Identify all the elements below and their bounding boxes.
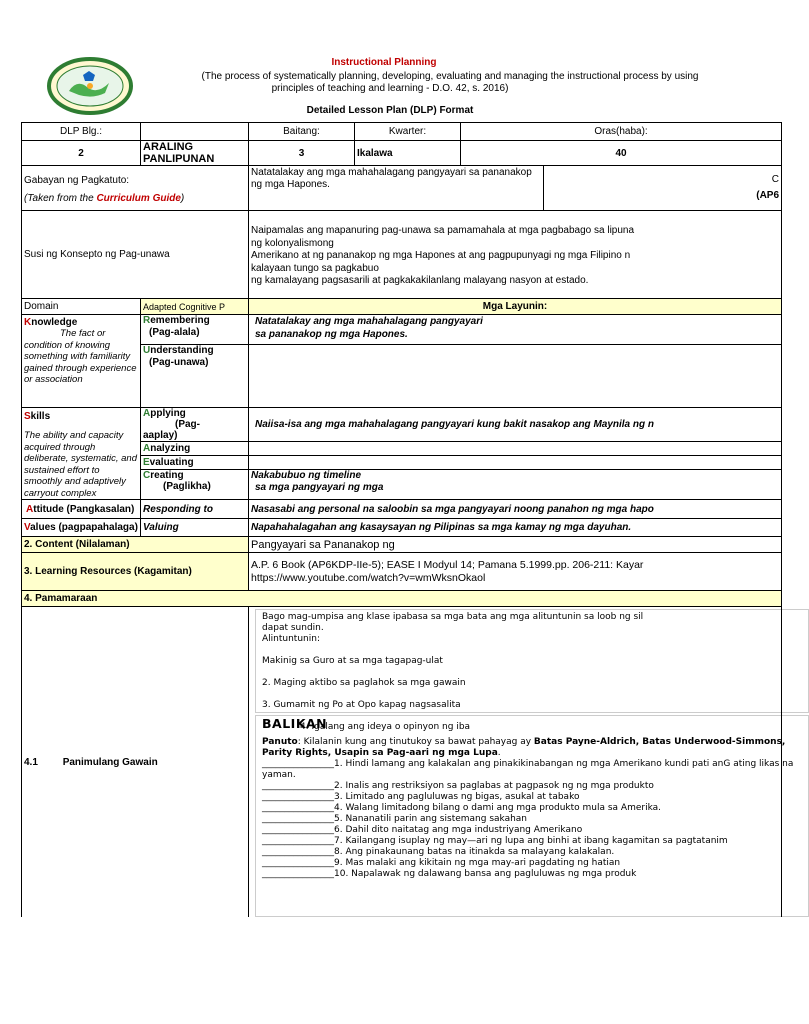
balikan-item: ________________5. Nananatili parin ang sistemang sakahan (262, 814, 528, 824)
oras-value: 40 (461, 141, 782, 166)
values-initial: V (24, 522, 31, 533)
panuto-end: . (497, 748, 501, 758)
resources-value (249, 553, 782, 591)
balikan-item: ________________4. Walang limitadong bilang o dami ang mga produkto mula sa Amerika. (262, 803, 662, 813)
mga-layunin-header: Mga Layunin: (249, 299, 782, 315)
gabay-code (544, 166, 782, 211)
gabay-label: Gabayan ng Pagkatuto: (22, 166, 249, 188)
gabay-code-value: (AP6 (756, 190, 780, 201)
creating-label: reating (150, 470, 184, 481)
header-title: Instructional Planning (331, 57, 437, 68)
intro-line3: Alintuntunin: (262, 634, 320, 644)
skills-desc: The ability and capacity acquired through deliberate, systematic, and sustained effort to smoothly and adaptively carryout complex (24, 430, 138, 499)
attitude-initial: A (26, 503, 34, 515)
domain-header: Domain (22, 299, 141, 315)
applying-objective: Naiisa-isa ang mga mahahalagang pangyayari kung bakit nasakop ang Maynila ng n (249, 408, 782, 442)
creating-initial: C (143, 470, 151, 481)
rule-3: 3. Gumamit ng Po at Opo kapag nagsasalita (262, 700, 461, 710)
balikan-item: ________________1. Hindi lamang ang kalakalan ang pinakikinabangan ng mga Amerikano kundi pati anG ating likas na yaman. (262, 759, 794, 780)
balikan-item: ________________3. Limitado ang pagluluwas ng bigas, asukal at tabako (262, 792, 580, 802)
balikan-item: ________________6. Dahil dito naitatag ang mga industriyang Amerikano (262, 825, 583, 835)
understanding-sub: (Pag-unawa) (149, 357, 209, 368)
content-value: Pangyayari sa Pananakop ng (249, 537, 782, 553)
remembering-label: emembering (150, 315, 210, 326)
knowledge-desc: condition of knowing something with familiarity gained through experience or association (24, 339, 137, 385)
skills-initial: S (24, 411, 31, 422)
attitude-domain (22, 500, 141, 519)
balikan-item: ________________9. Mas malaki ang kikitain ng mga may-ari pagdating ng hatian (262, 858, 621, 868)
remembering-initial: R (143, 315, 151, 326)
applying-sub2: aaplay) (143, 430, 178, 441)
evaluating-level (141, 456, 249, 470)
lesson-plan-sheet (21, 122, 794, 912)
header-subtitle-line2: principles of teaching and learning - D.O. 42, s. 2016) (271, 83, 509, 94)
gabay-text-line2: ng mga Hapones. (251, 179, 330, 190)
values-domain (22, 519, 141, 537)
resources-link[interactable]: https://www.youtube.com/watch?v=wmWksnOkaol (251, 571, 486, 584)
panuto-label: Panuto (262, 737, 298, 747)
creating-sub: (Paglikha) (163, 481, 211, 492)
values-label: alues (pagpapahalaga) (30, 522, 138, 533)
analyzing-initial: A (143, 443, 151, 454)
knowledge-objective-line1: Natatalakay ang mga mahahalagang pangyayari (255, 316, 483, 327)
attitude-objective: Nasasabi ang personal na saloobin sa mga pangyayari noong panahon ng mga hapo (249, 500, 782, 519)
panimula-text: Panimulang Gawain (62, 756, 158, 768)
rule-4: 4. Igalang ang ideya o opinyon ng iba (300, 722, 471, 732)
intro-line1: Bago mag-umpisa ang klase ipabasa sa mga bata ang mga alituntunin sa loob ng sil (262, 612, 644, 622)
knowledge-domain (22, 315, 141, 408)
knowledge-initial: K (24, 317, 32, 328)
gabay-code-top: C (771, 174, 780, 185)
panimula-label (22, 607, 249, 918)
panuto (262, 737, 802, 759)
adapted-cognitive-header: Adapted Cognitive P (141, 299, 249, 315)
understanding-initial: U (143, 345, 151, 356)
balikan-item: ________________10. Napalawak ng dalawang bansa ang pagluluwas ng mga produk (262, 869, 637, 879)
balikan-title: BALIKAN (262, 716, 328, 731)
gabay-source-prefix: (Taken from the (24, 193, 97, 205)
creating-objective-line1: Nakabubuo ng timeline (251, 470, 362, 481)
baitang-value: 3 (249, 141, 355, 166)
dlp-label: DLP Blg.: (22, 123, 141, 141)
evaluating-label: valuating (149, 457, 194, 468)
skills-label: kills (30, 411, 51, 422)
values-level: Valuing (141, 519, 249, 537)
susi-text (249, 211, 782, 299)
oras-label: Oras(haba): (461, 123, 782, 141)
applying-label: pplying (150, 408, 186, 419)
knowledge-objective-line2: sa pananakop ng mga Hapones. (255, 329, 408, 340)
balikan-item: ________________8. Ang pinakaunang batas na itinakda sa malayang kalakalan. (262, 847, 615, 857)
content-label: 2. Content (Nilalaman) (22, 537, 249, 553)
creating-objective-line2: sa mga pangyayari ng mga (255, 482, 384, 493)
header-subtitle-line1: (The process of systematically planning, developing, evaluating and managing the instructional process by using (201, 71, 699, 82)
creating-level (141, 470, 249, 500)
understanding-label: nderstanding (150, 345, 214, 356)
attitude-label: ttitude (Pangkasalan) (33, 503, 135, 515)
subject-value: ARALING PANLIPUNAN (141, 141, 249, 166)
kwarter-value: Ikalawa (355, 141, 461, 166)
creating-objective (249, 470, 782, 500)
panuto-text: : Kilalanin kung ang tinutukoy sa bawat pahayag ay (297, 737, 534, 747)
lesson-plan-table (21, 122, 794, 917)
curriculum-guide-link[interactable]: Curriculum Guide (96, 193, 181, 205)
knowledge-label: nowledge (31, 317, 78, 328)
gabay-source (22, 188, 249, 211)
balikan-box (255, 715, 809, 917)
susi-line3: Amerikano at ng pananakop ng mga Hapones at ang pagpupunyagi ng mga Filipino n (251, 250, 631, 262)
dlp-value: 2 (22, 141, 141, 166)
analyzing-level (141, 442, 249, 456)
susi-line5: ng kamalayang pagsasarili at pagkakakilanlang malayang nasyon at estado. (251, 275, 589, 287)
evaluating-initial: E (143, 457, 150, 468)
balikan-item: ________________2. Inalis ang restriksiyon sa paglabas at pagpasok ng ng mga produkto (262, 781, 654, 791)
applying-level (141, 408, 249, 442)
applying-initial: A (143, 408, 151, 419)
skills-domain (22, 408, 141, 500)
blank-cell (141, 123, 249, 141)
susi-label: Susi ng Konsepto ng Pag-unawa (22, 211, 249, 299)
gabay-text (249, 166, 544, 211)
intro-line2: dapat sundin. (262, 623, 324, 633)
applying-sub: (Pag- (175, 419, 200, 430)
values-objective: Napahahalagahan ang kasaysayan ng Pilipinas sa mga kamay ng mga dayuhan. (249, 519, 782, 537)
rule-2: 2. Maging aktibo sa paglahok sa mga gawain (262, 678, 466, 688)
gabay-source-suffix: ) (180, 193, 185, 205)
understanding-objective (249, 345, 782, 408)
panimula-content (249, 607, 794, 918)
remembering-level (141, 315, 249, 345)
baitang-label: Baitang: (249, 123, 355, 141)
panimula-number: 4.1 (24, 756, 38, 768)
knowledge-objective (249, 315, 782, 345)
resources-line1: A.P. 6 Book (AP6KDP-IIe-5); EASE I Modyul 14; Pamana 5.1999.pp. 206-211: Kayar (251, 558, 644, 571)
susi-line2: ng kolonyalismong (251, 237, 334, 249)
attitude-level: Responding to (141, 500, 249, 519)
form-title: Detailed Lesson Plan (DLP) Format (306, 105, 474, 116)
gabay-text-line1: Natatalakay ang mga mahahalagang pangyayari sa pananakop (251, 167, 532, 178)
balikan-item: ________________7. Kailangang isuplay ng may—ari ng lupa ang binhi at ibang kagamitan sa pagtatanim (262, 836, 728, 846)
susi-line1: Naipamalas ang mapanuring pag-unawa sa pamamahala at mga pagbabago sa lipuna (251, 225, 635, 237)
pamamaraan-header: 4. Pamamaraan (22, 591, 782, 607)
kwarter-label: Kwarter: (355, 123, 461, 141)
susi-line4: kalayaan tungo sa pagkabuo (251, 262, 379, 274)
panuto-choices: Batas Payne-Aldrich, Batas Underwood-Simmons, Parity Rights, Usapin sa Pag-aari ng mga Lupa (262, 737, 786, 758)
knowledge-desc-line1: The fact or (60, 328, 106, 339)
analyzing-objective (249, 442, 782, 456)
remembering-sub: (Pag-alala) (149, 327, 200, 338)
resources-label: 3. Learning Resources (Kagamitan) (22, 553, 249, 591)
rule-1: Makinig sa Guro at sa mga tagapag-ulat (262, 656, 443, 666)
analyzing-label: nalyzing (150, 443, 191, 454)
evaluating-objective (249, 456, 782, 470)
understanding-level (141, 345, 249, 408)
